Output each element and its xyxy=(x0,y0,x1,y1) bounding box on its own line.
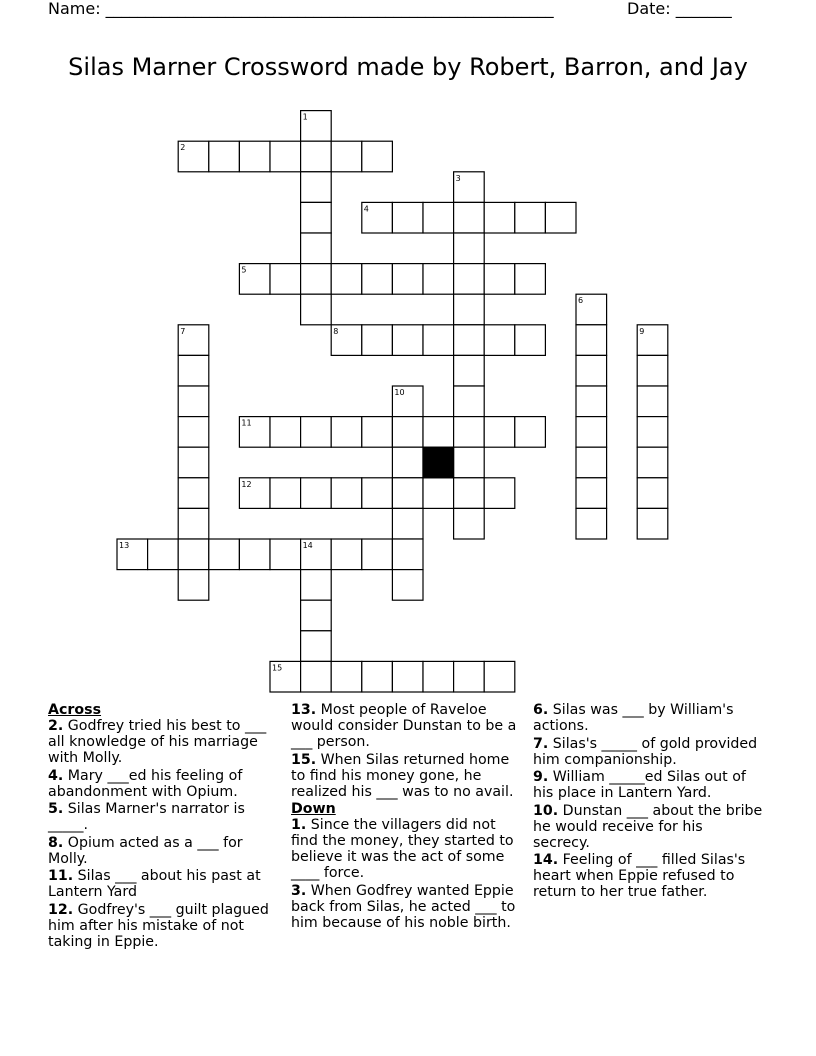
grid-cell[interactable] xyxy=(484,202,515,233)
cell-number: 14 xyxy=(302,541,313,550)
grid-cell[interactable] xyxy=(454,202,485,233)
grid-cell[interactable] xyxy=(392,202,423,233)
grid-cell[interactable] xyxy=(209,141,240,172)
grid-cell[interactable] xyxy=(576,478,607,509)
grid-cell[interactable] xyxy=(545,202,576,233)
clue xyxy=(291,883,521,931)
clue-text: Godfrey tried his best to ___ all knowledge of his marriage with Molly. xyxy=(48,718,267,766)
grid-cell[interactable] xyxy=(362,539,393,570)
grid-cell[interactable] xyxy=(301,570,332,601)
clue-number: 6. xyxy=(533,702,549,718)
clue-number: 9. xyxy=(533,769,549,785)
clue xyxy=(48,718,276,766)
grid-cell[interactable] xyxy=(454,478,485,509)
clue-text: When Godfrey wanted Eppie back from Silas, he acted ___ to him because of his noble birth. xyxy=(291,882,516,931)
clue xyxy=(48,801,276,833)
grid-cell[interactable] xyxy=(637,447,668,478)
clue xyxy=(48,868,276,900)
clue-text: Silas ___ about his past at Lantern Yard xyxy=(48,868,261,900)
grid-cell[interactable] xyxy=(270,264,301,295)
grid-cell[interactable] xyxy=(423,264,454,295)
clue-text: Dunstan ___ about the bribe he would receive for his secrecy. xyxy=(533,802,763,851)
cell-number: 8 xyxy=(333,326,339,336)
clue-number: 7. xyxy=(533,735,549,752)
down-heading: Down xyxy=(291,801,336,817)
grid-cell[interactable] xyxy=(209,539,240,570)
clues-column-3 xyxy=(533,702,763,902)
clue xyxy=(533,803,763,851)
grid-cell[interactable] xyxy=(301,600,332,631)
clue-number: 10. xyxy=(533,802,559,819)
grid-cell[interactable] xyxy=(270,141,301,172)
grid-cell[interactable] xyxy=(423,417,454,448)
grid-cell[interactable] xyxy=(301,141,332,172)
grid-cell[interactable] xyxy=(637,355,668,386)
grid-cell[interactable] xyxy=(331,141,362,172)
clue-number: 12. xyxy=(48,901,74,918)
grid-cell[interactable] xyxy=(423,202,454,233)
across-heading: Across xyxy=(48,702,102,718)
clue xyxy=(533,769,763,801)
grid-cell[interactable] xyxy=(576,508,607,539)
grid-cell[interactable] xyxy=(301,202,332,233)
grid-cell[interactable] xyxy=(392,417,423,448)
grid-cell[interactable] xyxy=(392,264,423,295)
clue xyxy=(533,852,763,900)
clue-number: 15. xyxy=(291,751,317,768)
clue-text: Silas Marner's narrator is _____. xyxy=(48,801,245,833)
grid-cell[interactable] xyxy=(423,325,454,356)
grid-cell[interactable] xyxy=(301,478,332,509)
grid-cell[interactable] xyxy=(331,539,362,570)
grid-cell[interactable] xyxy=(576,325,607,356)
cell-number: 4 xyxy=(363,204,369,214)
clue-text: Since the villagers did not find the money, they started to believe it was the act of some ____ force. xyxy=(291,817,514,881)
grid-cell[interactable] xyxy=(515,264,546,295)
grid-cell[interactable] xyxy=(454,661,485,692)
clue xyxy=(533,736,763,768)
clue-number: 1. xyxy=(291,817,307,833)
grid-cell[interactable] xyxy=(454,264,485,295)
grid-cell[interactable] xyxy=(392,447,423,478)
clue-text: Godfrey's ___ guilt plagued him after his mistake of not taking in Eppie. xyxy=(48,901,269,950)
grid-cell[interactable] xyxy=(454,508,485,539)
grid-cell[interactable] xyxy=(392,570,423,601)
clue-number: 14. xyxy=(533,852,559,868)
date-field[interactable]: Date: _______ xyxy=(627,0,732,18)
clue-text: Mary ___ed his feeling of abandonment with Opium. xyxy=(48,767,243,800)
grid-cell[interactable] xyxy=(515,325,546,356)
grid-cell[interactable] xyxy=(362,141,393,172)
clues-column-1 xyxy=(48,702,276,951)
grid-cell[interactable] xyxy=(576,355,607,386)
grid-cell[interactable] xyxy=(637,508,668,539)
grid-cell[interactable] xyxy=(637,478,668,509)
clue-number: 2. xyxy=(48,718,64,734)
grid-cell[interactable] xyxy=(576,447,607,478)
grid-cell[interactable] xyxy=(576,417,607,448)
clue xyxy=(291,752,521,800)
grid-cell[interactable] xyxy=(178,447,209,478)
grid-cell[interactable] xyxy=(301,631,332,662)
grid-cell[interactable] xyxy=(362,417,393,448)
grid-cell[interactable] xyxy=(301,264,332,295)
grid-cell[interactable] xyxy=(515,417,546,448)
grid-cell[interactable] xyxy=(454,233,485,264)
grid-cell[interactable] xyxy=(454,386,485,417)
cell-number: 12 xyxy=(241,479,252,489)
grid-cell[interactable] xyxy=(301,233,332,264)
grid-cell[interactable] xyxy=(270,417,301,448)
cell-number: 13 xyxy=(119,541,130,550)
clue-text: Opium acted as a ___ for Molly. xyxy=(48,834,243,867)
grid-cell[interactable] xyxy=(239,141,270,172)
clue-number: 11. xyxy=(48,868,74,884)
cell-number: 2 xyxy=(180,143,186,153)
black-cell xyxy=(423,447,454,478)
grid-cell[interactable] xyxy=(178,508,209,539)
grid-cell[interactable] xyxy=(392,539,423,570)
grid-cell[interactable] xyxy=(392,508,423,539)
grid-cell[interactable] xyxy=(331,478,362,509)
grid-cell[interactable] xyxy=(178,570,209,601)
grid-cell[interactable] xyxy=(484,417,515,448)
grid-cell[interactable] xyxy=(362,264,393,295)
cell-number: 5 xyxy=(241,265,247,275)
cell-number: 15 xyxy=(272,663,283,673)
clue-text: William _____ed Silas out of his place in Lantern Yard. xyxy=(533,769,746,801)
clue-number: 5. xyxy=(48,801,64,817)
clue xyxy=(48,768,276,800)
cell-number: 1 xyxy=(302,112,308,122)
grid-cell[interactable] xyxy=(301,417,332,448)
grid-cell[interactable] xyxy=(331,264,362,295)
grid-cell[interactable] xyxy=(515,202,546,233)
grid-cell[interactable] xyxy=(148,539,179,570)
grid-cell[interactable] xyxy=(331,417,362,448)
clue-number: 4. xyxy=(48,767,64,784)
grid-cell[interactable] xyxy=(178,386,209,417)
clue xyxy=(48,835,276,867)
grid-cell[interactable] xyxy=(454,325,485,356)
clue-number: 3. xyxy=(291,882,307,899)
clue-number: 8. xyxy=(48,834,64,851)
grid-cell[interactable] xyxy=(423,661,454,692)
cell-number: 11 xyxy=(241,418,252,428)
grid-cell[interactable] xyxy=(484,325,515,356)
grid-cell[interactable] xyxy=(178,539,209,570)
grid-cell[interactable] xyxy=(484,264,515,295)
clue-text: Feeling of ___ filled Silas's heart when Eppie refused to return to her true father. xyxy=(533,852,746,900)
cell-number: 9 xyxy=(639,326,645,336)
grid-cell[interactable] xyxy=(454,294,485,325)
grid-cell[interactable] xyxy=(270,539,301,570)
clue xyxy=(48,902,276,950)
grid-cell[interactable] xyxy=(484,661,515,692)
grid-cell[interactable] xyxy=(178,478,209,509)
clues-column-2 xyxy=(291,702,521,932)
clue xyxy=(533,702,763,734)
grid-cell[interactable] xyxy=(178,355,209,386)
clue xyxy=(291,817,521,881)
cell-number: 6 xyxy=(578,296,584,306)
grid-cell[interactable] xyxy=(301,294,332,325)
grid-cell[interactable] xyxy=(239,539,270,570)
cell-number: 7 xyxy=(180,326,186,336)
grid-cell[interactable] xyxy=(362,478,393,509)
clue-text: Silas was ___ by William's actions. xyxy=(533,702,734,734)
name-field[interactable]: Name: ________________________________________________________ xyxy=(48,0,554,18)
grid-cell[interactable] xyxy=(362,661,393,692)
grid-cell[interactable] xyxy=(301,172,332,203)
grid-cell[interactable] xyxy=(423,478,454,509)
grid-cell[interactable] xyxy=(637,417,668,448)
clue-text: Silas's _____ of gold provided him companionship. xyxy=(533,735,758,768)
grid-cell[interactable] xyxy=(270,478,301,509)
grid-cell[interactable] xyxy=(178,417,209,448)
clue-text: Most people of Raveloe would consider Dunstan to be a ___ person. xyxy=(291,702,517,750)
grid-cell[interactable] xyxy=(484,478,515,509)
grid-cell[interactable] xyxy=(454,447,485,478)
grid-cell[interactable] xyxy=(392,661,423,692)
grid-cell[interactable] xyxy=(576,386,607,417)
grid-cell[interactable] xyxy=(454,417,485,448)
clue xyxy=(291,702,521,750)
cell-number: 10 xyxy=(394,388,405,397)
clue-text: When Silas returned home to find his money gone, he realized his ___ was to no avail. xyxy=(291,751,514,800)
cell-number: 3 xyxy=(455,173,461,183)
clue-number: 13. xyxy=(291,702,317,718)
grid-cell[interactable] xyxy=(637,386,668,417)
grid-cell[interactable] xyxy=(392,478,423,509)
grid-cell[interactable] xyxy=(362,325,393,356)
grid-cell[interactable] xyxy=(331,661,362,692)
grid-cell[interactable] xyxy=(392,325,423,356)
page-title: Silas Marner Crossword made by Robert, Barron, and Jay xyxy=(68,53,748,81)
grid-cell[interactable] xyxy=(454,355,485,386)
grid-cell[interactable] xyxy=(301,661,332,692)
